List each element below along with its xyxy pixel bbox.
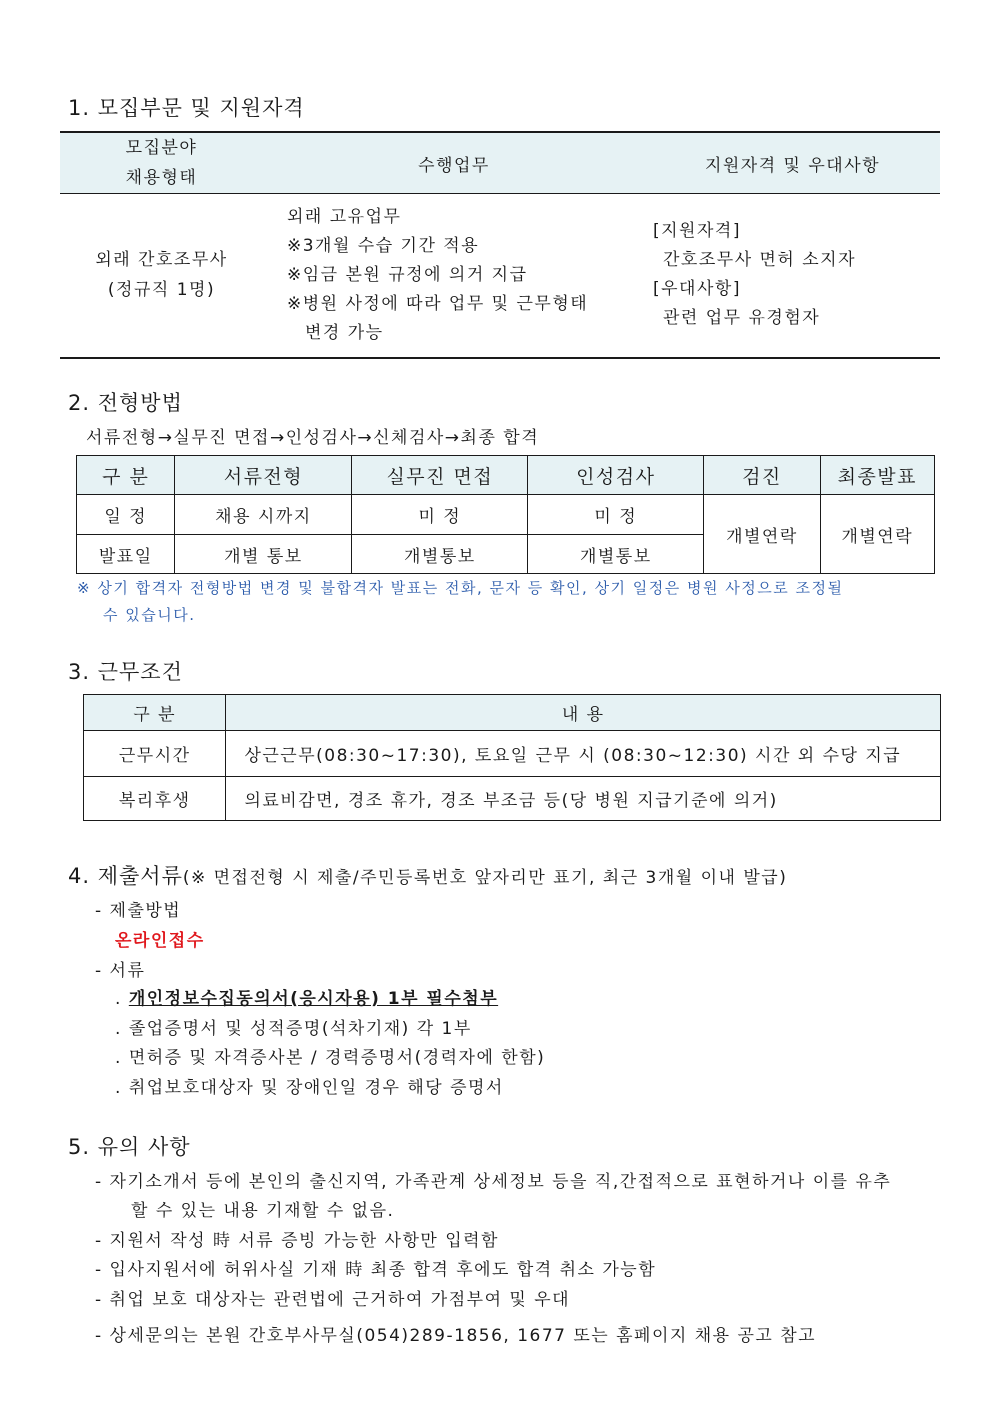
table-cell: 개별통보	[352, 535, 528, 574]
table-header-row	[84, 695, 941, 731]
table-cell: 미 정	[528, 495, 704, 535]
table-cell: 채용 시까지	[175, 495, 352, 535]
list-item: . 취업보호대상자 및 장애인일 경우 해당 증명서	[115, 1078, 504, 1098]
header-duty: 수행업무	[263, 132, 645, 194]
list-item: . 졸업증명서 및 성적증명(석차기재) 각 1부	[115, 1019, 472, 1039]
doc-text: 취업보호대상자 및 장애인일 경우 해당 증명서	[128, 1078, 504, 1098]
selection-note-line2: 수 있습니다.	[103, 606, 196, 624]
section4-title-note: (※ 면접전형 시 제출/주민등록번호 앞자리만 표기, 최근 3개월 이내 발급)	[182, 868, 788, 888]
notice-item: - 입사지원서에 허위사실 기재 時 최종 합격 후에도 합격 취소 가능함	[95, 1260, 657, 1280]
header-cell: 인성검사	[528, 456, 704, 495]
duty-line: 변경 가능	[305, 322, 384, 343]
qual-line: 간호조무사 면허 소지자	[663, 250, 857, 271]
row-content: 의료비감면, 경조 휴가, 경조 부조금 등(당 병원 지급기준에 의거)	[226, 777, 941, 821]
duty-line: ※병원 사정에 따라 업무 및 근무형태	[287, 293, 589, 314]
row-label: 복리후생	[84, 777, 226, 821]
header-field	[60, 132, 263, 194]
table-cell: 개별연락	[820, 495, 934, 574]
table-header-row	[77, 456, 935, 495]
cell-qualifications	[645, 194, 940, 358]
section3-title: 3. 근무조건	[68, 660, 183, 684]
duty-line: ※3개월 수습 기간 적용	[287, 235, 480, 256]
table-cell: 개별 통보	[175, 535, 352, 574]
notice-item-cont: 할 수 있는 내용 기재할 수 없음.	[131, 1201, 395, 1221]
header-cell: 검진	[704, 456, 820, 495]
table-cell: 미 정	[352, 495, 528, 535]
header-qualification: 지원자격 및 우대사항	[645, 132, 940, 194]
table-row	[84, 777, 941, 821]
recruitment-table	[60, 131, 940, 359]
notice-item: - 취업 보호 대상자는 관련법에 근거하여 가점부여 및 우대	[95, 1290, 571, 1310]
notice-item: - 자기소개서 등에 본인의 출신지역, 가족관계 상세정보 등을 직,간접적으로 표현하거나 이를 유추	[95, 1172, 892, 1192]
selection-table	[76, 455, 935, 574]
duty-line: 외래 고유업무	[287, 206, 402, 227]
table-row	[60, 194, 940, 358]
section4-title	[68, 860, 787, 890]
header-field-line2: 채용형태	[125, 168, 198, 188]
row-label: 일 정	[77, 495, 175, 535]
row-label: 근무시간	[84, 731, 226, 777]
section2-title: 2. 전형방법	[68, 391, 183, 415]
field-type: (정규직 1명)	[107, 280, 216, 301]
required-doc: 개인정보수집동의서(응시자용) 1부 필수첨부	[128, 989, 499, 1009]
list-item: . 개인정보수집동의서(응시자용) 1부 필수첨부	[115, 989, 499, 1009]
table-cell: 개별통보	[528, 535, 704, 574]
selection-note-line1: ※ 상기 합격자 전형방법 변경 및 불합격자 발표는 전화, 문자 등 확인, 상기 일정은 병원 사정으로 조정될	[77, 579, 844, 597]
cell-field	[60, 194, 263, 358]
doc-text: 졸업증명서 및 성적증명(석차기재) 각 1부	[128, 1019, 472, 1039]
row-label: 발표일	[77, 535, 175, 574]
table-cell: 개별연락	[704, 495, 820, 574]
table-header-row	[60, 132, 940, 194]
row-content: 상근근무(08:30~17:30), 토요일 근무 시 (08:30~12:30) 시간 외 수당 지급	[226, 731, 941, 777]
submit-method-label: - 제출방법	[95, 901, 182, 921]
header-cell: 서류전형	[175, 456, 352, 495]
header-cell: 내 용	[226, 695, 941, 731]
field-name: 외래 간호조무사	[95, 250, 228, 271]
header-cell: 최종발표	[820, 456, 934, 495]
qual-line: 관련 업무 유경험자	[663, 308, 821, 329]
header-cell: 실무진 면접	[352, 456, 528, 495]
qual-line: [지원자격]	[653, 221, 741, 242]
qual-line: [우대사항]	[653, 279, 741, 300]
header-cell: 구 분	[77, 456, 175, 495]
duty-line: ※임금 본원 규정에 의거 지급	[287, 264, 528, 285]
section1-title: 1. 모집부문 및 지원자격	[68, 96, 305, 120]
header-field-line1: 모집분야	[125, 138, 198, 158]
section5-title: 5. 유의 사항	[68, 1135, 191, 1159]
conditions-table	[83, 694, 941, 821]
doc-text: 면허증 및 자격증사본 / 경력증명서(경력자에 한함)	[128, 1048, 546, 1068]
submit-method-value: 온라인접수	[115, 931, 205, 951]
selection-flow: 서류전형→실무진 면접→인성검사→신체검사→최종 합격	[86, 428, 540, 448]
table-row	[77, 495, 935, 535]
table-row	[84, 731, 941, 777]
header-cell: 구 분	[84, 695, 226, 731]
cell-duties	[263, 194, 645, 358]
notice-item: - 지원서 작성 時 서류 증빙 가능한 사항만 입력함	[95, 1231, 499, 1251]
section4-title-main: 4. 제출서류	[68, 864, 183, 888]
docs-label: - 서류	[95, 961, 146, 981]
list-item: . 면허증 및 자격증사본 / 경력증명서(경력자에 한함)	[115, 1048, 546, 1068]
notice-item: - 상세문의는 본원 간호부사무실(054)289-1856, 1677 또는 홈페이지 채용 공고 참고	[95, 1326, 817, 1346]
